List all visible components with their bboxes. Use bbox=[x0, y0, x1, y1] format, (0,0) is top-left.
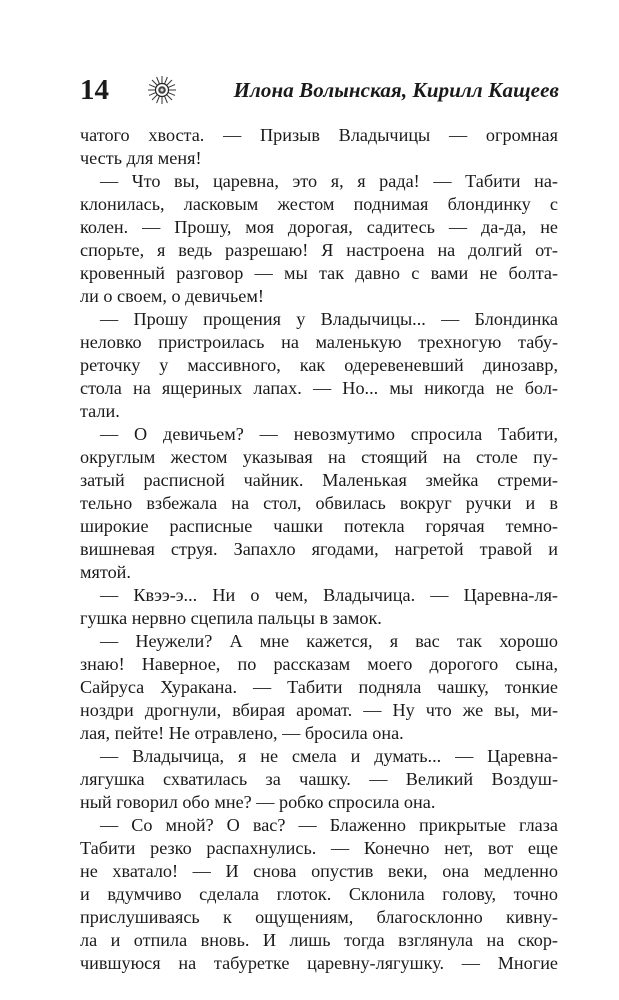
text-line: лягушка схватилась за чашку. — Великий Воздуш- bbox=[80, 769, 558, 789]
text-line: неловко пристроилась на маленькую трехногую табу- bbox=[80, 332, 558, 352]
text-line: округлым жестом указывая на стоящий на столе пу- bbox=[80, 447, 558, 467]
text-line: тали. bbox=[80, 401, 120, 421]
text-line: колен. — Прошу, моя дорогая, садитесь — да-да, не bbox=[80, 217, 558, 237]
text-line: — Неужели? А мне кажется, я вас так хорошо bbox=[100, 631, 558, 651]
text-line: кровенный разговор — мы так давно с вами не болта- bbox=[80, 263, 558, 283]
text-line: широкие расписные чашки потекла горячая темно- bbox=[80, 516, 558, 536]
text-line: ный говорил обо мне? — робко спросила она. bbox=[80, 792, 436, 812]
text-line: ла и отпила вновь. И лишь тогда взглянула на скор- bbox=[80, 930, 558, 950]
text-line: — Прошу прощения у Владычицы... — Блондинка bbox=[100, 309, 558, 329]
text-line: реточку у массивного, как одеревеневший динозавр, bbox=[80, 355, 558, 375]
text-line: гушка нервно сцепила пальцы в замок. bbox=[80, 608, 382, 628]
text-line: прислушиваясь к ощущениям, благосклонно кивну- bbox=[80, 907, 558, 927]
text-line: — О девичьем? — невозмутимо спросила Табити, bbox=[100, 424, 558, 444]
text-line: и вдумчиво сделала глоток. Склонила голову, точно bbox=[80, 884, 558, 904]
text-line: — Что вы, царевна, это я, я рада! — Табити на- bbox=[100, 171, 558, 191]
text-line: Сайруса Хуракана. — Табити подняла чашку, тонкие bbox=[80, 677, 558, 697]
page-number: 14 bbox=[80, 73, 109, 106]
text-line: лая, пейте! Не отравлено, — бросила она. bbox=[80, 723, 404, 743]
text-line: ли о своем, о девичьем! bbox=[80, 286, 264, 306]
sun-ornament-icon bbox=[147, 75, 177, 109]
text-line: честь для меня! bbox=[80, 148, 202, 168]
text-line: чившуюся на табуретке царевну-лягушку. — Многие bbox=[80, 953, 558, 973]
text-line: — Владычица, я не смела и думать... — Царевна- bbox=[100, 746, 558, 766]
text-line: спорьте, я ведь разрешаю! Я настроена на долгий от- bbox=[80, 240, 558, 260]
text-line: чатого хвоста. — Призыв Владычицы — огромная bbox=[80, 125, 558, 145]
text-line: вишневая струя. Запахло ягодами, нагретой травой и bbox=[80, 539, 558, 559]
text-line: затый расписной чайник. Маленькая змейка стреми- bbox=[80, 470, 558, 490]
text-line: знаю! Наверное, по рассказам моего дорогого сына, bbox=[80, 654, 558, 674]
page-header bbox=[80, 72, 559, 108]
text-line: клонилась, ласковым жестом поднимая блондинку с bbox=[80, 194, 558, 214]
body-text bbox=[80, 124, 558, 975]
text-line: тельно взбежала на стол, обвилась вокруг ручки и в bbox=[80, 493, 558, 513]
text-line: стола на ящериных лапах. — Но... мы никогда не бол- bbox=[80, 378, 558, 398]
text-line: ноздри дрогнули, вбирая аромат. — Ну что же вы, ми- bbox=[80, 700, 558, 720]
text-line: — Со мной? О вас? — Блаженно прикрытые глаза bbox=[100, 815, 558, 835]
running-title: Илона Волынская, Кирилл Кащеев bbox=[233, 77, 559, 102]
text-line: мятой. bbox=[80, 562, 131, 582]
text-line: — Квээ-э... Ни о чем, Владычица. — Царевна-ля- bbox=[100, 585, 558, 605]
text-line: не хватало! — И снова опустив веки, она медленно bbox=[80, 861, 558, 881]
text-line: Табити резко распахнулись. — Конечно нет, вот еще bbox=[80, 838, 558, 858]
